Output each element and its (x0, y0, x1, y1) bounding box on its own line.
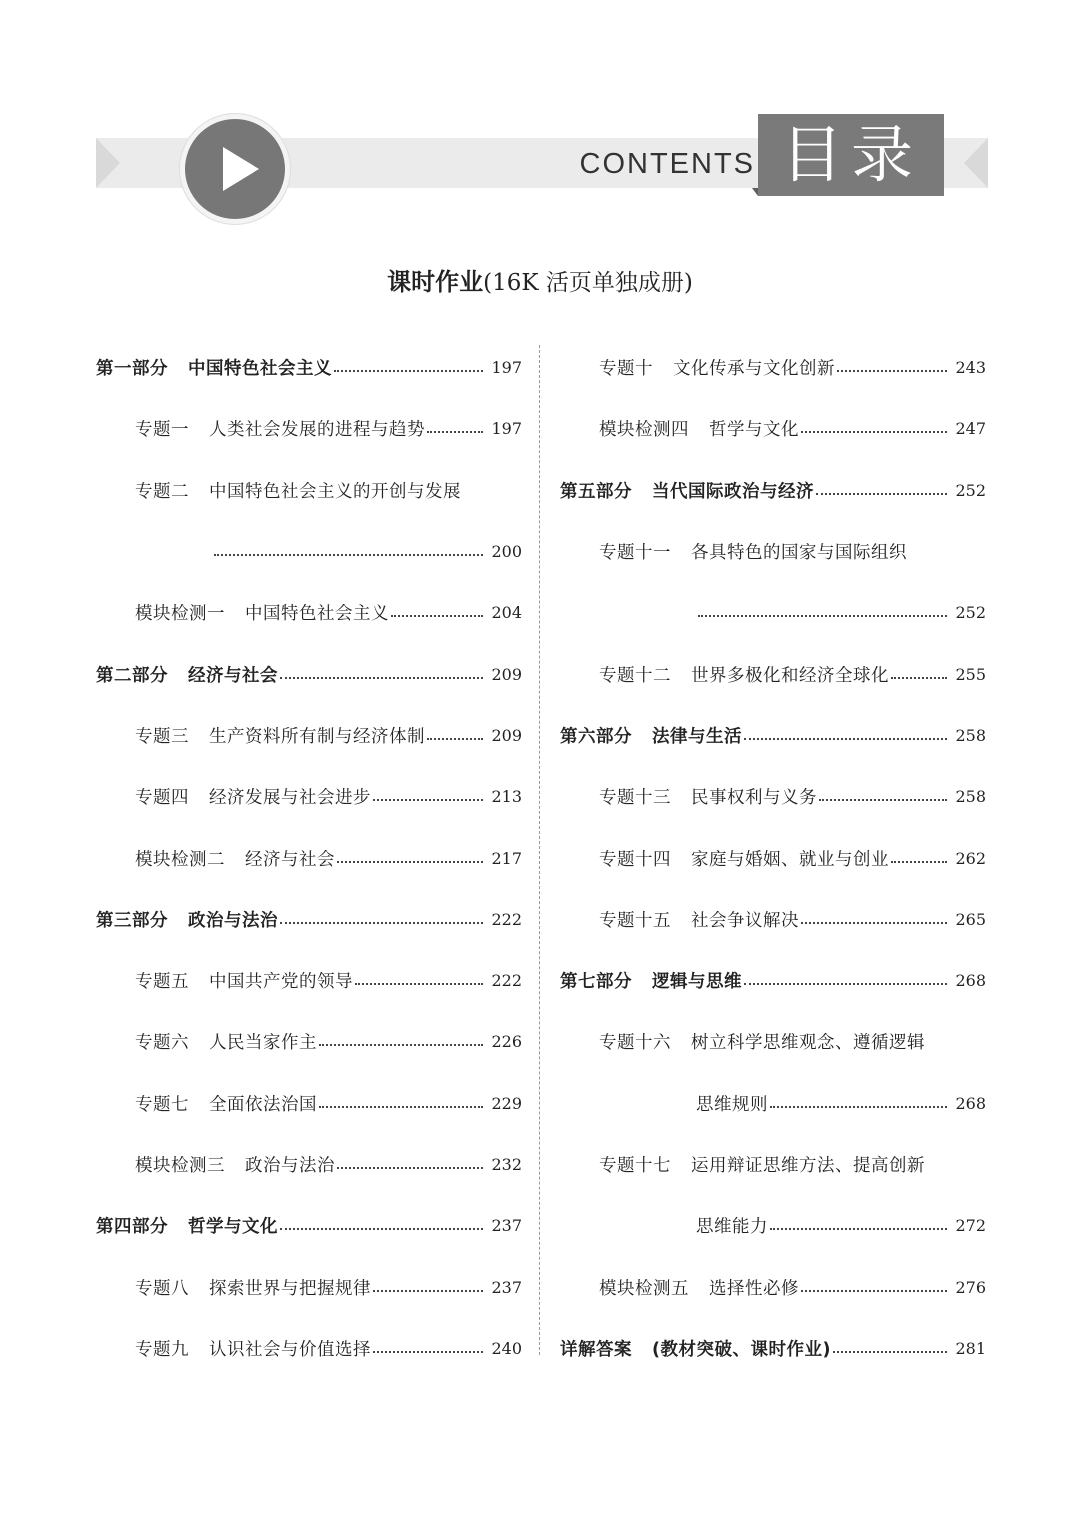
toc-page-number: 268 (955, 1093, 986, 1113)
toc-page-number: 229 (491, 1093, 522, 1113)
toc-entry-title: 全面依法治国 (209, 1094, 317, 1115)
toc-entry-number: 专题十二 (599, 665, 671, 686)
toc-entry-label (135, 1336, 371, 1361)
toc-entry[interactable] (96, 705, 522, 766)
toc-page-number: 252 (955, 480, 986, 500)
toc-leader-dots (373, 1289, 483, 1292)
toc-entry-title: 人类社会发展的进程与趋势 (209, 420, 425, 441)
toc-entry-label (96, 355, 332, 380)
toc-entry-label (560, 968, 742, 993)
toc-entry-label (135, 1091, 317, 1116)
toc-entry-label (135, 1275, 371, 1300)
toc-leader-dots (373, 798, 483, 801)
toc-entry-label (96, 907, 278, 932)
toc-leader-dots (819, 798, 947, 801)
toc-entry-title: 政治与法治 (188, 910, 278, 931)
toc-entry[interactable] (560, 766, 986, 827)
toc-leader-dots (770, 1227, 947, 1230)
toc-entry-number: 专题十一 (599, 543, 671, 564)
toc-entry-title: 逻辑与思维 (652, 972, 742, 993)
toc-leader-dots (801, 921, 947, 924)
toc-entry[interactable] (96, 460, 522, 521)
toc-entry-label (135, 1029, 317, 1054)
toc-leader-dots (391, 614, 483, 617)
toc-entry[interactable] (560, 521, 986, 582)
toc-entry-title: 经济发展与社会进步 (209, 788, 371, 809)
toc-leader-dots (319, 1105, 483, 1108)
toc-entry-number: 第三部分 (96, 910, 168, 931)
toc-entry-number: 专题十 (599, 359, 653, 380)
toc-entry[interactable] (96, 1256, 522, 1317)
toc-leader-dots (280, 921, 483, 924)
toc-entry-title: 经济与社会 (245, 849, 335, 870)
toc-page-number: 222 (491, 971, 522, 991)
toc-page-number: 268 (955, 971, 986, 991)
toc-entry-label (560, 1336, 831, 1361)
toc-leader-dots (427, 430, 483, 433)
toc-entry-label (599, 355, 835, 380)
toc-entry-number: 专题十四 (599, 849, 671, 870)
toc-entry[interactable] (96, 1073, 522, 1134)
toc-part-entry[interactable] (96, 337, 522, 398)
toc-entry-title: 经济与社会 (188, 665, 278, 686)
toc-entry-number: 第二部分 (96, 665, 168, 686)
toc-right-column (560, 337, 986, 1379)
toc-entry-title: 选择性必修 (709, 1278, 799, 1299)
toc-entry-label (599, 662, 889, 687)
toc-page-number: 252 (955, 603, 986, 623)
toc-page-number: 276 (955, 1277, 986, 1297)
toc-page-number: 232 (491, 1155, 522, 1174)
toc-entry-label (135, 968, 353, 993)
toc-entry-label (135, 846, 335, 871)
toc-entry-title: 思维规则 (696, 1094, 768, 1115)
toc-entry[interactable] (560, 337, 986, 398)
toc-leader-dots (698, 614, 947, 617)
toc-entry-number: 第一部分 (96, 359, 168, 380)
toc-leader-dots (337, 860, 483, 863)
toc-leader-dots (214, 553, 483, 556)
toc-entry-title: 中国共产党的领导 (209, 972, 353, 993)
toc-leader-dots (280, 676, 483, 679)
toc-entry[interactable] (96, 766, 522, 827)
toc-entry-title: 文化传承与文化创新 (673, 359, 835, 380)
toc-entry-label (135, 478, 461, 503)
toc-entry-title: 民事权利与义务 (691, 788, 817, 809)
toc-entry-number: 专题五 (135, 972, 189, 993)
toc-entry-title: 探索世界与把握规律 (209, 1278, 371, 1299)
section-heading-title: 课时作业 (387, 268, 484, 296)
toc-entry-number: 专题四 (135, 788, 189, 809)
toc-page-number: 258 (955, 787, 986, 807)
toc-entry-title: 人民当家作主 (209, 1033, 317, 1054)
toc-leader-dots (770, 1105, 947, 1108)
toc-entry-title: 中国特色社会主义 (245, 604, 389, 625)
toc-entry-label (696, 1091, 768, 1116)
toc-entry[interactable] (560, 643, 986, 704)
toc-entry-title: 法律与生活 (652, 726, 742, 747)
toc-entry-title: 当代国际政治与经济 (652, 481, 814, 502)
toc-entry-number: 第五部分 (560, 481, 632, 502)
mulu-label: 目录 (758, 114, 944, 196)
toc-part-entry[interactable] (96, 889, 522, 950)
toc-page-number: 209 (491, 664, 522, 684)
toc-entry-number: 专题十五 (599, 910, 671, 931)
banner-left-notch (96, 138, 120, 188)
toc-page-number: 281 (955, 1338, 986, 1358)
toc-page-number: 226 (491, 1032, 522, 1052)
toc-entry-title: 思维能力 (696, 1217, 768, 1238)
toc-entry-number: 专题七 (135, 1094, 189, 1115)
toc-entry[interactable] (560, 827, 986, 888)
toc-entry[interactable] (96, 1318, 522, 1379)
toc-leader-dots (744, 982, 947, 985)
toc-page-number: 197 (491, 419, 522, 439)
toc-part-entry[interactable] (560, 950, 986, 1011)
toc-entry-number: 第四部分 (96, 1217, 168, 1238)
toc-entry-label (560, 478, 814, 503)
toc-entry-title: 政治与法治 (245, 1156, 335, 1176)
toc-leader-dots (744, 737, 947, 740)
toc-entry[interactable] (560, 582, 986, 643)
toc-page-number: 265 (955, 909, 986, 929)
toc-entry-label (135, 784, 371, 809)
toc-leader-dots (833, 1350, 947, 1353)
toc-entry-label (599, 416, 799, 441)
toc-part-entry[interactable] (560, 460, 986, 521)
toc-part-entry[interactable] (560, 705, 986, 766)
toc-entry-title: 哲学与文化 (188, 1217, 278, 1238)
toc-page-number: 200 (491, 542, 522, 562)
toc-leader-dots (801, 1289, 947, 1292)
toc-page-number: 240 (491, 1338, 522, 1358)
toc-page-number: 247 (955, 419, 986, 439)
banner-right-notch (964, 138, 988, 188)
toc-entry-title: 哲学与文化 (709, 420, 799, 441)
toc-entry[interactable] (560, 1073, 986, 1134)
toc-page-number: 222 (491, 909, 522, 929)
toc-part-entry[interactable] (560, 1318, 986, 1379)
toc-page-number: 243 (955, 358, 986, 378)
toc-entry-title: 世界多极化和经济全球化 (691, 665, 889, 686)
toc-page-number: 272 (955, 1216, 986, 1236)
toc-entry[interactable] (560, 1256, 986, 1317)
toc-entry-title: 社会争议解决 (691, 910, 799, 931)
toc-entry-number: 第七部分 (560, 972, 632, 993)
toc-entry-label (599, 1029, 925, 1054)
toc-entry-number: 模块检测二 (135, 849, 225, 870)
toc-entry-label (599, 846, 889, 871)
toc-entry-label (599, 539, 907, 564)
toc-entry[interactable] (560, 1195, 986, 1256)
toc-entry[interactable] (96, 398, 522, 459)
toc-entry-number: 专题一 (135, 420, 189, 441)
toc-entry-title: 运用辩证思维方法、提高创新 (691, 1156, 925, 1176)
column-divider (539, 345, 540, 1355)
toc-leader-dots (355, 982, 483, 985)
toc-leader-dots (337, 1166, 483, 1169)
toc-page-number: 217 (491, 848, 522, 868)
toc-entry-number: 专题二 (135, 481, 189, 502)
toc-entry-label (696, 1213, 768, 1238)
toc-entry-number: 专题十三 (599, 788, 671, 809)
toc-page-number: 258 (955, 725, 986, 745)
toc-entry[interactable] (560, 398, 986, 459)
toc-page-number: 209 (491, 725, 522, 745)
toc-leader-dots (373, 1350, 483, 1353)
toc-entry-title: 生产资料所有制与经济体制 (209, 726, 425, 747)
toc-entry-label (599, 1152, 925, 1177)
toc-entry-number: 专题八 (135, 1278, 189, 1299)
toc-entry-label (96, 1213, 278, 1238)
toc-page-number: 213 (491, 787, 522, 807)
toc-leader-dots (280, 1227, 483, 1230)
toc-entry-number: 专题六 (135, 1033, 189, 1054)
toc-entry-label (599, 907, 799, 932)
contents-label: CONTENTS (579, 148, 755, 180)
toc-entry-label (135, 723, 425, 748)
toc-leader-dots (891, 676, 947, 679)
toc-entry-label (599, 1275, 799, 1300)
toc-leader-dots (816, 492, 947, 495)
toc-entry[interactable] (560, 1011, 986, 1072)
toc-entry-number: 专题十六 (599, 1033, 671, 1054)
section-heading-subtitle: (16K 活页单独成册) (483, 270, 693, 296)
toc-left-column (96, 337, 522, 1379)
toc-part-entry[interactable] (96, 1195, 522, 1256)
toc-entry-number: 模块检测一 (135, 604, 225, 625)
toc-part-entry[interactable] (96, 643, 522, 704)
toc-entry-number: 模块检测三 (135, 1156, 225, 1176)
toc-entry[interactable] (96, 950, 522, 1011)
section-heading (0, 262, 1080, 303)
toc-entry-label (599, 784, 817, 809)
toc-entry-label (135, 1152, 335, 1177)
toc-entry[interactable] (560, 889, 986, 950)
toc-entry-title: 认识社会与价值选择 (209, 1339, 371, 1360)
toc-leader-dots (801, 430, 947, 433)
toc-entry-number: 模块检测四 (599, 420, 689, 441)
toc-entry[interactable] (96, 1134, 522, 1195)
toc-page-number: 262 (955, 848, 986, 868)
toc-page-number: 237 (491, 1277, 522, 1297)
toc-entry-number: 详解答案 (560, 1339, 632, 1360)
toc-leader-dots (319, 1043, 483, 1046)
toc-entry-label (135, 600, 389, 625)
toc-entry-title: 树立科学思维观念、遵循逻辑 (691, 1033, 925, 1054)
toc-entry-number: 专题十七 (599, 1156, 671, 1176)
toc-entry[interactable] (96, 1011, 522, 1072)
toc-entry-title: 各具特色的国家与国际组织 (691, 543, 907, 564)
play-icon (180, 114, 290, 224)
toc-entry-title: (教材突破、课时作业) (652, 1339, 831, 1360)
toc-entry-label (96, 662, 278, 687)
toc-entry[interactable] (96, 582, 522, 643)
toc-entry-label (135, 416, 425, 441)
toc-page-number: 237 (491, 1216, 522, 1236)
contents-banner (0, 0, 1080, 230)
toc-leader-dots (427, 737, 483, 740)
toc-entry-number: 专题九 (135, 1339, 189, 1360)
toc-leader-dots (334, 369, 483, 372)
toc-page-number: 255 (955, 664, 986, 684)
toc-leader-dots (837, 369, 947, 372)
toc-entry-title: 中国特色社会主义的开创与发展 (209, 481, 461, 502)
toc-entry[interactable] (96, 521, 522, 582)
toc-page-number: 197 (491, 358, 522, 378)
toc-entry-number: 模块检测五 (599, 1278, 689, 1299)
toc-entry[interactable] (560, 1134, 986, 1195)
toc-page-number: 204 (491, 603, 522, 623)
toc-entry-number: 第六部分 (560, 726, 632, 747)
toc-leader-dots (891, 860, 947, 863)
toc-entry-title: 中国特色社会主义 (188, 359, 332, 380)
toc-entry-label (560, 723, 742, 748)
toc-entry[interactable] (96, 827, 522, 888)
toc-entry-number: 专题三 (135, 726, 189, 747)
toc-entry-title: 家庭与婚姻、就业与创业 (691, 849, 889, 870)
